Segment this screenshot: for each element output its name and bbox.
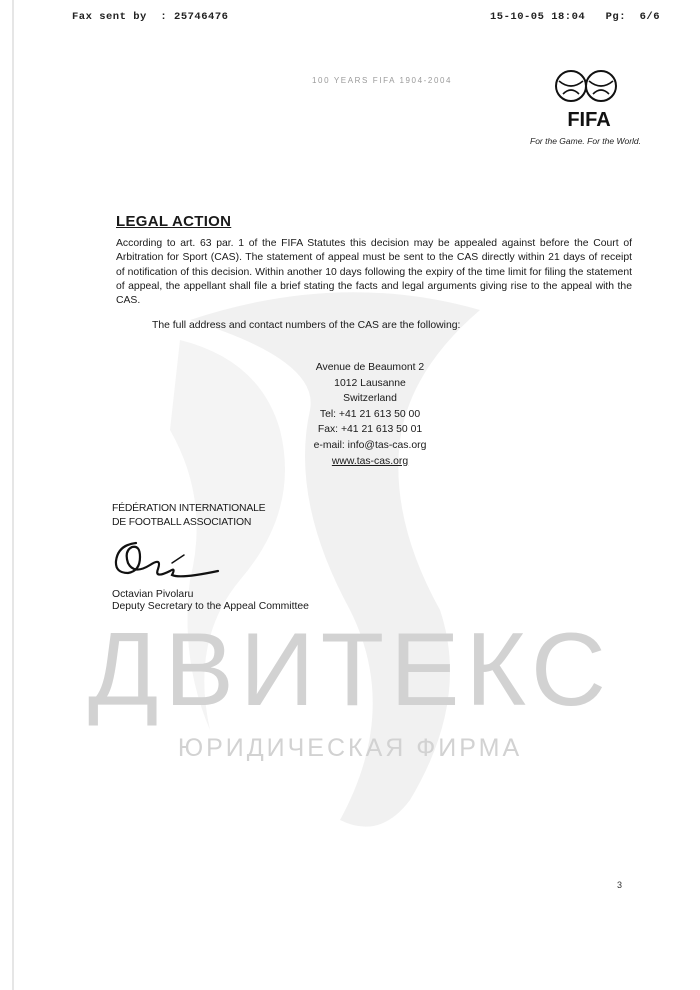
signature bbox=[110, 535, 230, 585]
organization-name bbox=[112, 502, 265, 529]
address-city: 1012 Lausanne bbox=[334, 377, 406, 389]
address-intro: The full address and contact numbers of the CAS are the following: bbox=[152, 320, 461, 331]
address-fax: Fax: +41 21 613 50 01 bbox=[317, 424, 423, 436]
fifa-slogan: For the Game. For the World. bbox=[530, 136, 642, 146]
fifa-logo-text: FIFA bbox=[567, 109, 611, 131]
address-email: e-mail: info@tas-cas.org bbox=[313, 439, 427, 451]
signer-title: Deputy Secretary to the Appeal Committee bbox=[112, 601, 309, 612]
address-website-link[interactable]: www.tas-cas.org bbox=[331, 455, 409, 467]
signer-name: Octavian Pivolaru bbox=[112, 589, 194, 600]
address-country: Switzerland bbox=[343, 393, 397, 405]
legal-action-paragraph: According to art. 63 par. 1 of the FIFA Statutes this decision may be appealed against before the Court of Arbitration for Sport (CAS). The statement of appeal must be sent to the CAS directly within 21 days of receipt of notification of this decision. Within another 10 days following the expiry of the time limit for filing the statement of appeal, the appellant shall file a brief stating the facts and legal arguments giving rise to the appeal with the CAS. bbox=[116, 238, 632, 307]
centenary-text: 100 YEARS FIFA 1904-2004 bbox=[312, 76, 453, 85]
fax-header-sender: Fax sent by : 25746476 bbox=[72, 11, 229, 23]
watermark-title: ДВИТЕКС bbox=[88, 612, 612, 728]
page-number: 3 bbox=[617, 880, 623, 890]
cas-address-block bbox=[270, 360, 470, 469]
fax-header-timestamp: 15-10-05 18:04 Pg: 6/6 bbox=[490, 11, 661, 23]
section-title: LEGAL ACTION bbox=[116, 213, 232, 230]
address-street: Avenue de Beaumont 2 bbox=[315, 362, 425, 373]
globe-icon bbox=[556, 71, 616, 101]
address-tel: Tel: +41 21 613 50 00 bbox=[319, 408, 421, 420]
fifa-logo bbox=[553, 66, 625, 132]
organization-line-1: FÉDÉRATION INTERNATIONALE bbox=[112, 503, 266, 514]
page-edge bbox=[12, 0, 14, 990]
watermark-subtitle: ЮРИДИЧЕСКАЯ ФИРМА bbox=[177, 734, 523, 762]
organization-line-2: DE FOOTBALL ASSOCIATION bbox=[112, 516, 252, 528]
